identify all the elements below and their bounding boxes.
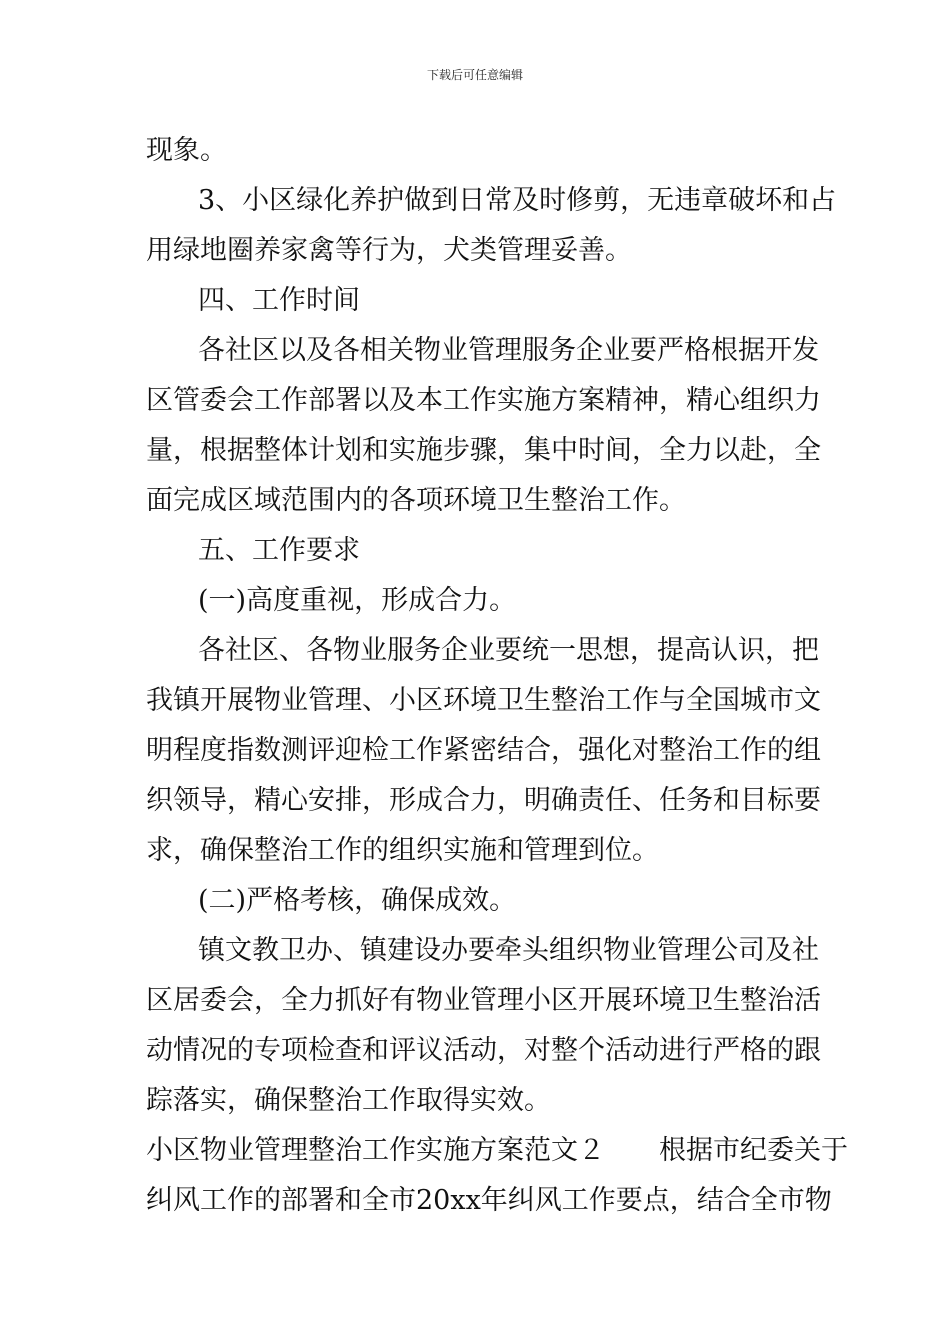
text-line: 动情况的专项检查和评议活动，对整个活动进行严格的跟 [146,1035,821,1066]
text-line: 小区物业管理整治工作实施方案范文２ 根据市纪委关于 [146,1135,848,1166]
text-line: 各社区、各物业服务企业要统一思想，提高认识，把 [198,635,819,666]
text-line: 踪落实，确保整治工作取得实效。 [146,1085,551,1116]
section-heading: 四、工作时间 [198,285,360,316]
text-line: 织领导，精心安排，形成合力，明确责任、任务和目标要 [146,785,821,816]
text-line: 用绿地圈养家禽等行为，犬类管理妥善。 [146,235,632,266]
subsection-heading: (一)高度重视，形成合力。 [198,585,517,616]
text-line: 各社区以及各相关物业管理服务企业要严格根据开发 [198,335,819,366]
text-line: 3、小区绿化养护做到日常及时修剪，无违章破坏和占 [198,185,837,216]
text-line: 量，根据整体计划和实施步骤，集中时间，全力以赴，全 [146,435,821,466]
text-line: 明程度指数测评迎检工作紧密结合，强化对整治工作的组 [146,735,821,766]
section-heading: 五、工作要求 [198,535,360,566]
subsection-heading: (二)严格考核，确保成效。 [198,885,517,916]
text-line: 现象。 [146,135,227,166]
page-header-note: 下载后可任意编辑 [426,68,523,82]
text-line: 求，确保整治工作的组织实施和管理到位。 [146,835,659,866]
text-line: 镇文教卫办、镇建设办要牵头组织物业管理公司及社 [198,935,819,966]
text-line: 我镇开展物业管理、小区环境卫生整治工作与全国城市文 [146,685,821,716]
text-line: 区管委会工作部署以及本工作实施方案精神，精心组织力 [146,385,821,416]
text-line: 纠风工作的部署和全市20xx年纠风工作要点，结合全市物 [146,1185,832,1216]
text-line: 区居委会，全力抓好有物业管理小区开展环境卫生整治活 [146,985,821,1016]
text-line: 面完成区域范围内的各项环境卫生整治工作。 [146,485,686,516]
